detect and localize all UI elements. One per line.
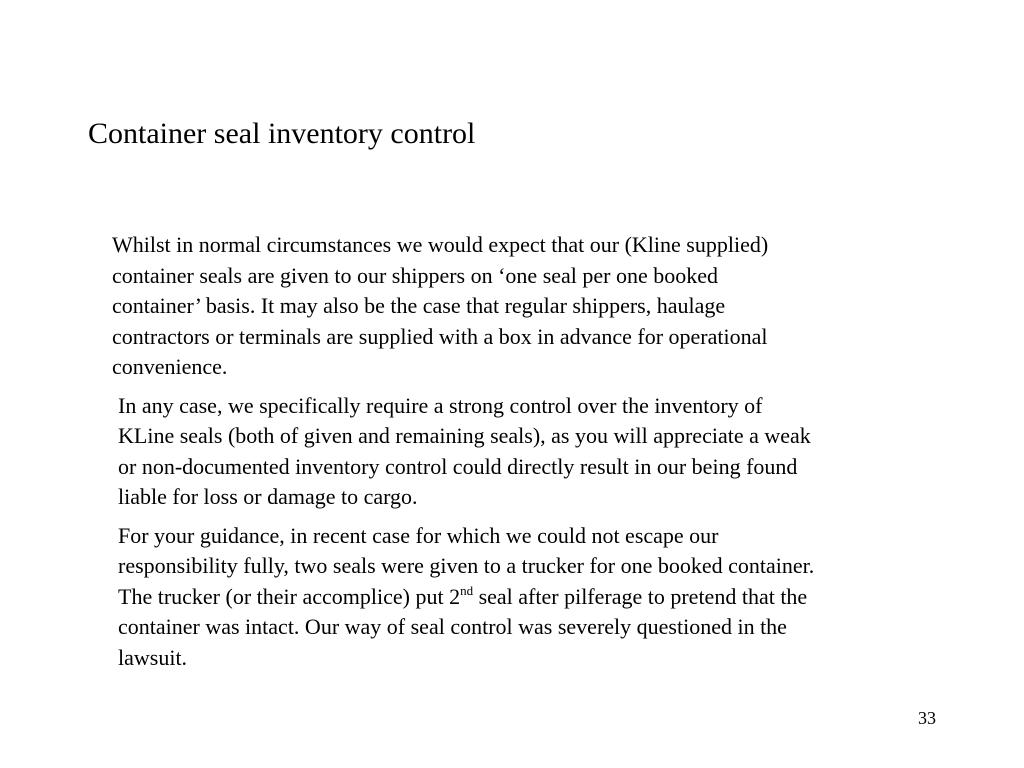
paragraph-line: container’ basis. It may also be the case that regular shippers, haulage — [112, 293, 726, 318]
paragraph-line: liable for loss or damage to cargo. — [118, 484, 418, 509]
slide-body — [100, 230, 940, 673]
paragraph-line: In any case, we specifically require a strong control over the inventory of — [118, 392, 763, 418]
paragraph-line: container seals are given to our shippers on ‘one seal per one booked — [112, 262, 719, 288]
slide-title: Container seal inventory control — [88, 117, 476, 150]
paragraph-line: Whilst in normal circumstances we would expect that our (Kline supplied) — [112, 232, 769, 257]
paragraph-line: KLine seals (both of given and remaining seals), as you will appreciate a weak — [118, 423, 811, 448]
paragraph-line: container was intact. Our way of seal control was severely questioned in the — [118, 614, 787, 639]
line-text-after: seal after pilferage to pretend that the — [473, 583, 808, 609]
paragraph-inventory-control — [100, 391, 940, 513]
paragraph-line: or non-documented inventory control could directly result in our being found — [118, 453, 798, 479]
paragraph-line: contractors or terminals are supplied with a box in advance for operational — [112, 323, 768, 349]
paragraph-guidance-case — [100, 521, 940, 674]
line-text-before: The trucker (or their accomplice) put 2 — [118, 583, 461, 609]
page-number: 33 — [918, 708, 936, 728]
paragraph-line: For your guidance, in recent case for which we could not escape our — [118, 522, 719, 548]
paragraph-line: responsibility fully, two seals were given to a trucker for one booked container. — [118, 553, 815, 578]
ordinal-superscript: nd — [460, 582, 474, 598]
paragraph-line: lawsuit. — [118, 644, 188, 670]
paragraph-line-with-superscript — [118, 582, 940, 613]
paragraph-line: convenience. — [112, 354, 228, 379]
paragraph-seal-distribution — [100, 230, 940, 383]
